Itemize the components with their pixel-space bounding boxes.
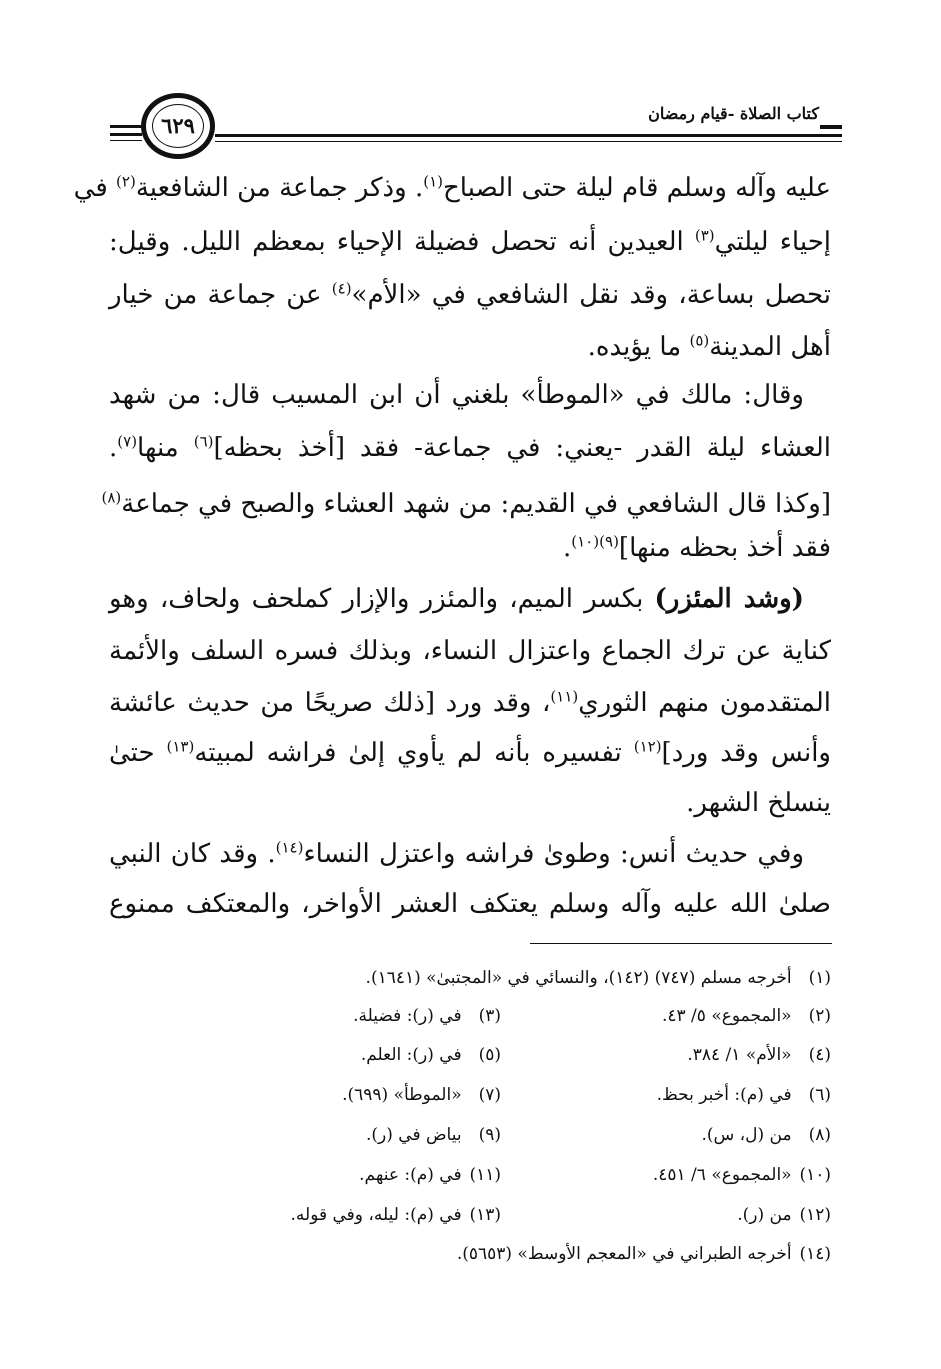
body-line: المتقدمون منهم الثوري$^{(١١)}$، وقد ورد [ذلك صريحًا من حديث عائشة — [109, 687, 831, 718]
body-line: العشاء ليلة القدر -يعني: في جماعة- فقد [أخذ بحظه]$^{(٦)}$ منها$^{(٧)}$. — [109, 432, 831, 463]
footnote: (٨) من (ل، س). — [701, 1125, 831, 1145]
body-line: عليه وآله وسلم قام ليلة حتى الصباح$^{(١)}$. وذكر جماعة من الشافعية$^{(٢)}$ في — [73, 172, 831, 203]
header-rule — [215, 134, 842, 137]
footnote: (٣) في (ر): فضيلة. — [353, 1006, 501, 1026]
footnote-rule — [530, 943, 832, 944]
header-rule — [215, 141, 842, 142]
header-rule — [110, 140, 142, 141]
running-title: كتاب الصلاة -قيام رمضان — [648, 104, 819, 123]
footnote-ref: (٧) — [117, 432, 138, 451]
header-rule — [110, 125, 142, 128]
body-line: (وشد المئزر) بكسر الميم، والمئزر والإزار كملحف ولحاف، وهو — [109, 584, 804, 614]
body-line: إحياء ليلتي$^{(٣)}$ العيدين أنه تحصل فضيلة الإحياء بمعظم الليل. وقيل: — [109, 226, 831, 257]
footnote: (٥) في (ر): العلم. — [360, 1045, 501, 1065]
footnote: (٢) «المجموع» ٥/ ٤٣. — [661, 1006, 831, 1026]
footnote-ref: (٦) — [193, 432, 214, 451]
body-line: صلىٰ الله عليه وآله وسلم يعتكف العشر الأواخر، والمعتكف ممنوع — [109, 889, 831, 919]
footnote: (٦) في (م): أخبر بحظ. — [656, 1085, 831, 1105]
body-line: كناية عن ترك الجماع واعتزال النساء، وبذلك فسره السلف والأئمة — [109, 636, 831, 666]
page-number-badge — [141, 93, 215, 159]
body-line: وقال: مالك في «الموطأ» بلغني أن ابن المسيب قال: من شهد — [109, 380, 804, 410]
body-line: ينسلخ الشهر. — [686, 788, 831, 818]
footnote: (٤) «الأم» ١/ ٣٨٤. — [687, 1045, 831, 1065]
header-rule — [110, 133, 142, 136]
footnote: (٧) «الموطأ» (٦٩٩). — [342, 1085, 501, 1105]
footnote: (٩) بياض في (ر). — [366, 1125, 501, 1145]
footnote-ref: (٥) — [689, 331, 710, 350]
body-line: تحصل بساعة، وقد نقل الشافعي في «الأم»$^{(٤)}$ عن جماعة من خيار — [109, 279, 831, 310]
footnote-ref: (١) — [423, 172, 444, 191]
footnote-ref: (٢) — [116, 172, 136, 191]
footnote-ref: (٨) — [101, 488, 122, 507]
footnote: (١) أخرجه مسلم (٧٤٧) (١٤٢)، والنسائي في «المجتبىٰ» (١٦٤١). — [365, 968, 831, 988]
footnote-ref: (٤) — [331, 279, 352, 298]
body-line: فقد أخذ بحظه منها]$^{(٩)(١٠)}$. — [563, 532, 831, 563]
footnote: (١٢) من (ر). — [737, 1205, 831, 1225]
footnote: (١١) في (م): عنهم. — [359, 1165, 501, 1185]
header-rule — [820, 125, 842, 129]
footnote: (١٤) أخرجه الطبراني في «المعجم الأوسط» (٥٦٥٣). — [456, 1244, 831, 1264]
footnote-ref: (١١) — [550, 687, 579, 706]
footnote-ref: (١٤) — [275, 838, 304, 857]
footnote: (١٣) في (م): ليله، وفي قوله. — [290, 1205, 501, 1225]
body-line: أهل المدينة$^{(٥)}$ ما يؤيده. — [587, 331, 831, 362]
defined-term: (وشد المئزر) — [654, 584, 804, 614]
footnote-ref: (١٣) — [166, 737, 195, 756]
body-line: وفي حديث أنس: وطوىٰ فراشه واعتزل النساء$^{(١٤)}$. وقد كان النبي — [109, 838, 804, 869]
footnote-ref: (٣) — [694, 226, 715, 245]
page-number: ٦٢٩ — [161, 113, 195, 138]
body-line: [وكذا قال الشافعي في القديم: من شهد العشاء والصبح في جماعة$^{(٨)}$ — [101, 488, 831, 519]
body-line: وأنس وقد ورد]$^{(١٢)}$ تفسيره بأنه لم يأوي إلىٰ فراشه لمبيته$^{(١٣)}$ حتىٰ — [109, 737, 831, 768]
footnote-ref: (٩)(١٠) — [571, 532, 619, 551]
footnote-ref: (١٢) — [633, 737, 662, 756]
footnote: (١٠) «المجموع» ٦/ ٤٥١. — [652, 1165, 831, 1185]
